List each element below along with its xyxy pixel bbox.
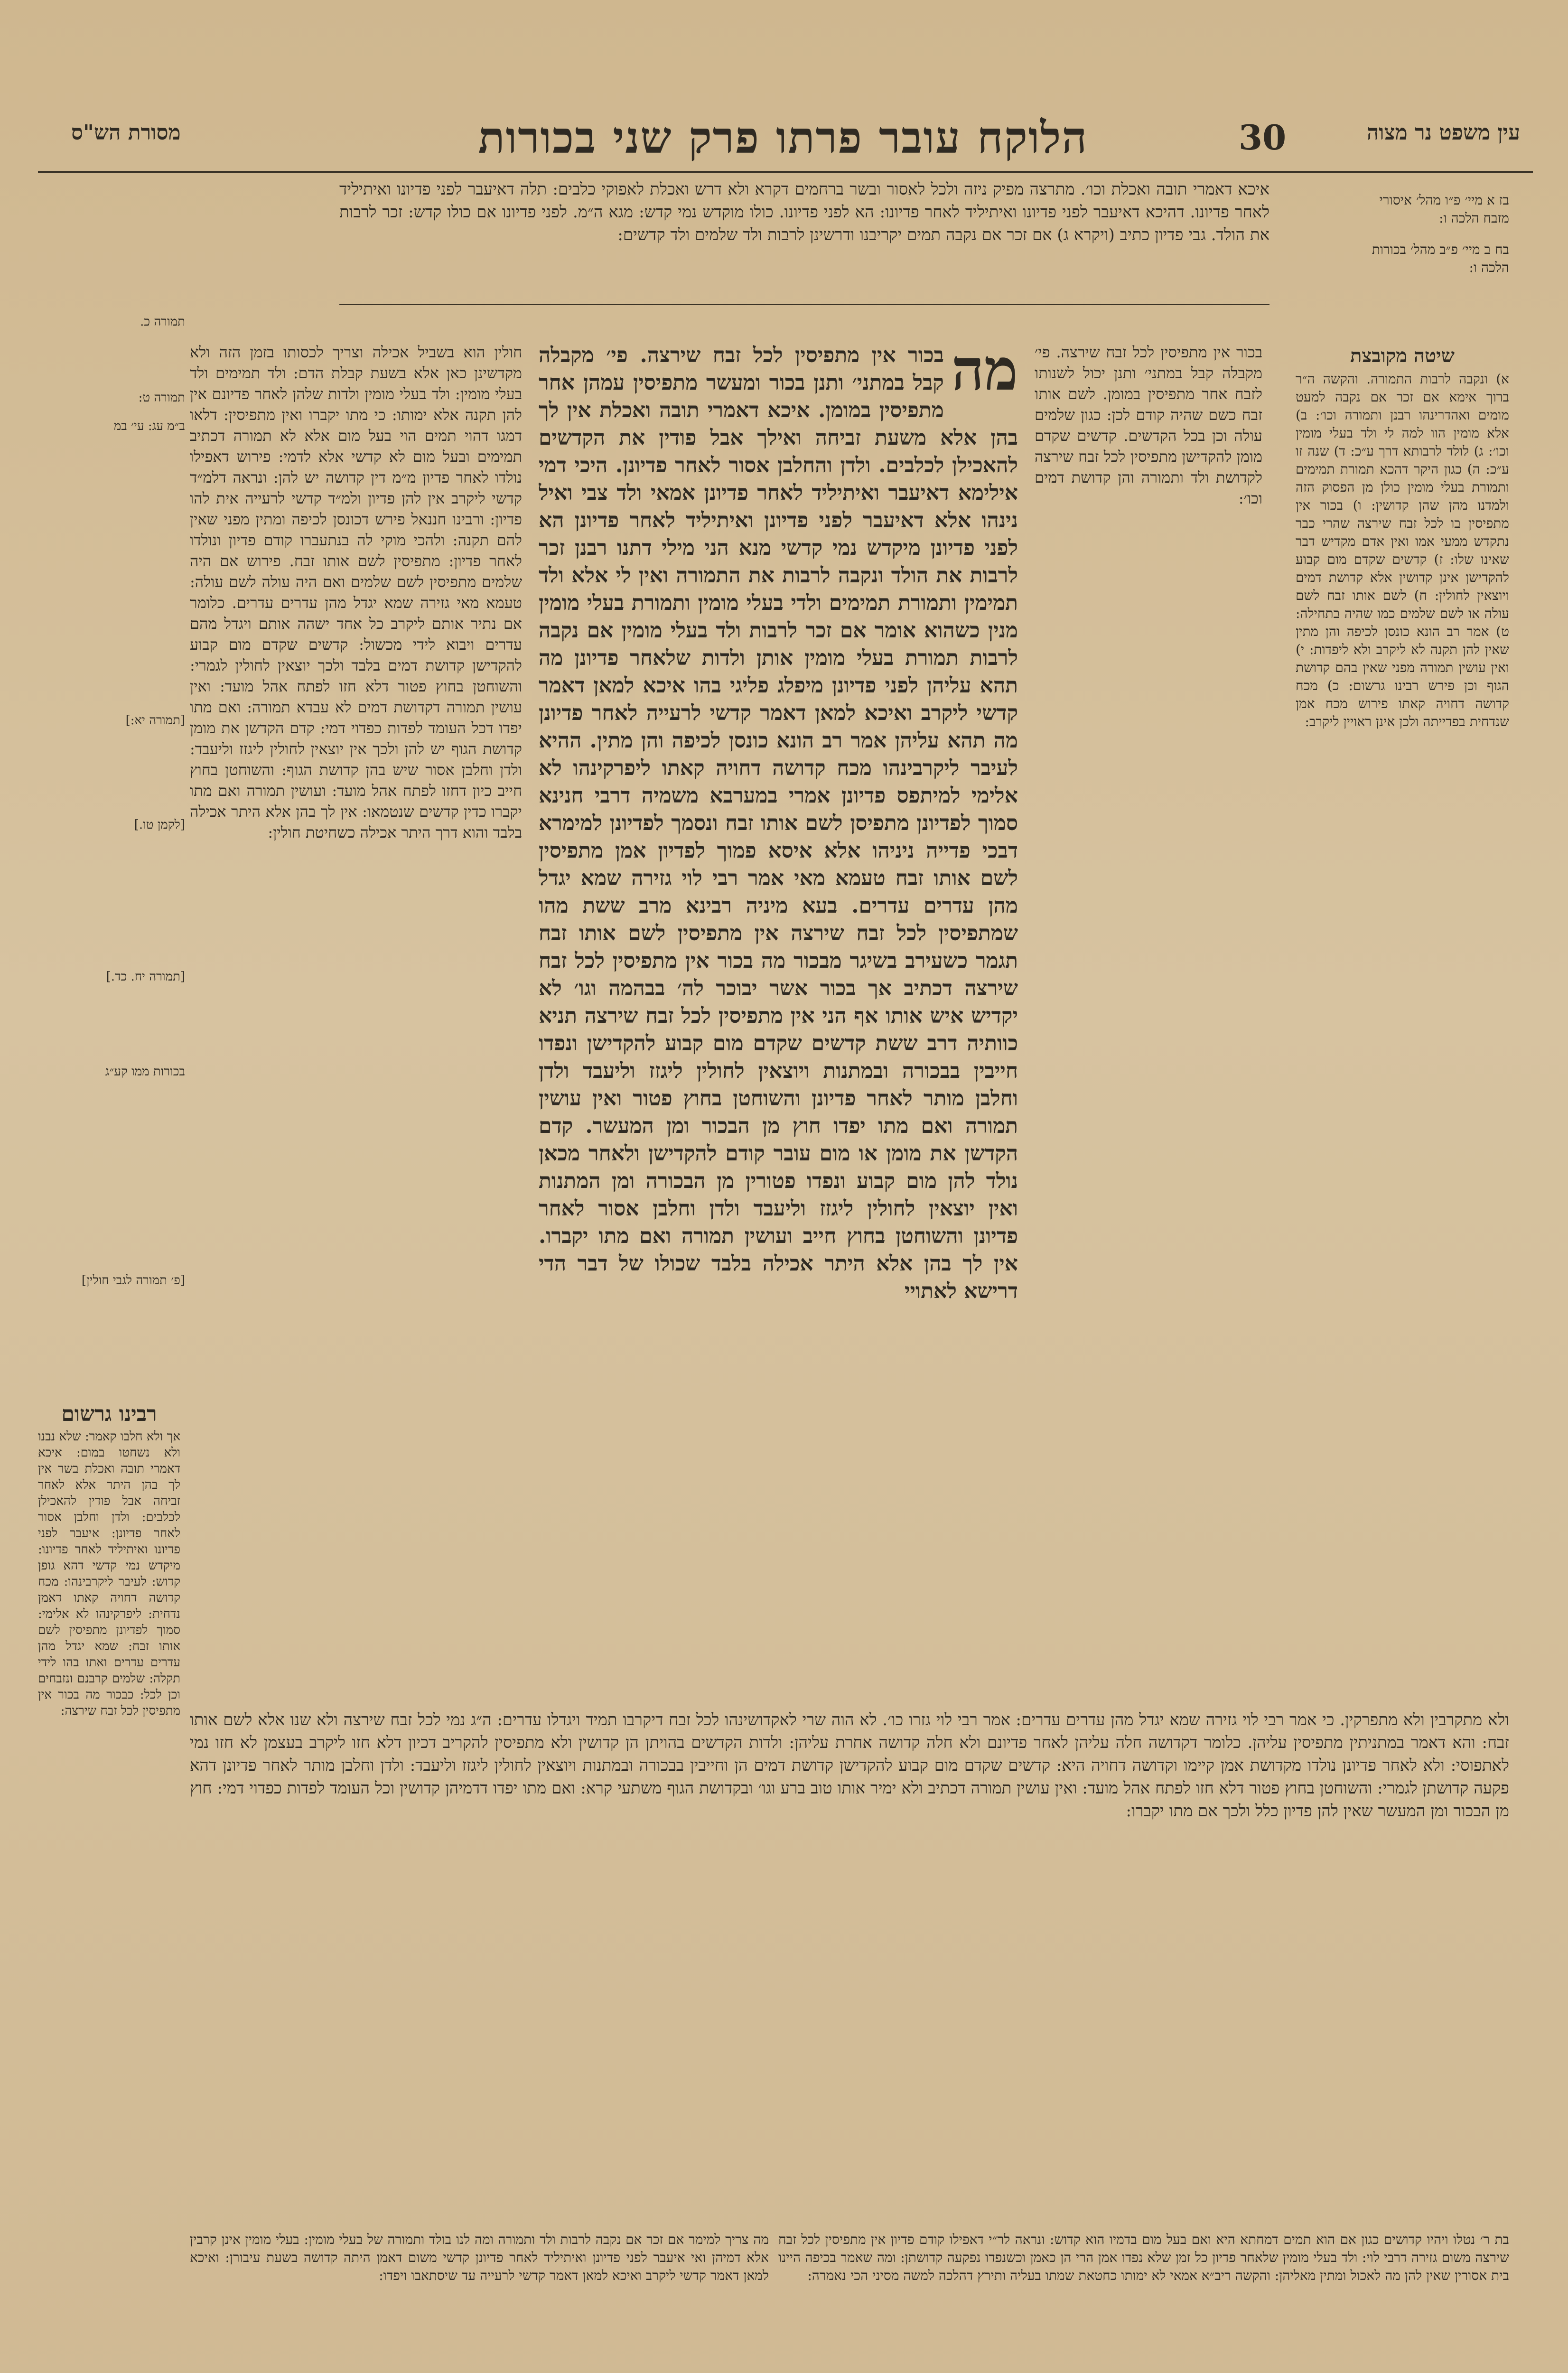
shita-title: שיטה מקובצת: [1350, 345, 1455, 367]
lower-commentary-right: [778, 2231, 1509, 2373]
wide-commentary-text: ולא מתקרבין ולא מתפרקין. כי אמר רבי לוי גזירה שמא יגדל מהן עדרים עדרים: אמר רבי לוי גזרו כו׳. לא הוה שרי לאקדושינהו לכל זבח דיקרבו תמיד ויגדלו עדרים: ה״ג נמי לכל זבח שירצה ולא שנו אלא לשם אותו זבח: והא דאמר במתניתין מתפיסין עליהן. כלומר דקדושה חלה עליהן לאחר פדיונם ולא חלה קדושה אחרת עליהן: ולדות הקדשים בהויתן הן קדושין ולא מתפיסין להקריב דכיון דלא חזו ליקרב בעצמן לא חזו נמי לאתפוסי: ולא לאחר פדיונן נולדו מקדושת אמן קיימו וקדושה דחויה היא: קדשים שקדם מום קבוע להקדישן קדושת דמים הן וחייבין בבכורה ובמתנות ויוצאין לחולין ליגזז וליעבד: ולדן וחלבן מותר לאחר פדיונן דהא פקעה קדושתן לגמרי: והשוחטן בחוץ פטור דלא חזו לפתח אהל מועד: ואין עושין תמורה דכתיב ולא ימיר אותו טוב ברע וגו׳ ובקדושת הגוף משתעי קרא: ואם מתו יפדו דדמיהן קדושין וכל העומד לפדות כפדוי דמי: חוץ מן הבכור ומן המעשר שאין להן פדיון כלל ולכך אם מתו יקברו:: [190, 1710, 1509, 1821]
ein-mishpat-column: [1357, 178, 1509, 320]
margin-ref: [פ׳ תמורה לגבי חולין]: [81, 1273, 185, 1288]
lower-right-text: בת ר׳ נטלו ויהיו קדושים כגון אם הוא תמים דמחתא היא ואם בעל מום בדמיו הוא קדוש: ונראה לר״י דאפילו קודם פדיון אין מתפיסין לכל זבח שירצה משום גזירה דרבי לוי: ולד בעלי מומין שלאחר פדיון כל זמן שלא נפדו אמן הרי הן כאמן וכשנפדו נפקעה קדושתן: ומה שאמר בכיפה היינו בית אסורין שאין להן מה לאכול ומתין מאליהן: והקשה ריב״א אמאי לא ימותו כחטאת שמתו בעליה ותירץ דהלכה למשה מסיני הכי נאמרה:: [778, 2232, 1509, 2283]
margin-ref: תמורה כ.: [140, 315, 185, 329]
top-rule: [339, 304, 1269, 305]
masoret-hashas-label: מסורת הש"ס: [71, 121, 181, 145]
margin-ref: [לקמן טו.]: [134, 818, 185, 832]
header-rule: [38, 171, 1533, 173]
tosafot-text: חולין הוא בשביל אכילה וצריך לכסותו בזמן הזה ולא מקדשינן כאן אלא בשעת קבלת הדם: ולד תמימים ולד בעלי מומין: ולד בעלי מומין ולדות שלהן לאחר פדיונם אין להן תקנה אלא ימותו: כי מתו יקברו ואין מתפיסין: דלאו דמגו דהוי תמים הוי בעל מום אלא לא תמורה דכתיב תמימים ובעל מום לא קדשי אלא לדמי: פירוש דאפילו נולדו לאחר פדיון מ״מ דין קדושה יש להן: ונראה דלמ״ד קדשי ליקרב אין להן פדיון ולמ״ד קדשי לרעייה אית להו פדיון: ורבינו חננאל פירש דכונסן לכיפה ומתין מפני שאין להם תקנה: ולהכי מוקי לה בנתעברו קודם פדיון ונולדו לאחר פדיון: מתפיסין לשם אותו זבח. פירוש אם היה שלמים מתפיסין לשם שלמים ואם היה עולה לשם עולה: טעמא מאי גזירה שמא יגדל מהן עדרים עדרים. כלומר אם נתיר אותם ליקרב כל אחד ישהה אותם ויגדל מהם עדרים ויבוא לידי מכשול: קדשים שקדם מום קבוע להקדישן קדושת דמים בלבד ולכך יוצאין לחולין לגמרי: והשוחטן בחוץ פטור דלא חזו לפתח אהל מועד: ואין עושין תמורה דקדושת דמים לא עבדא תמורה: ואם מתו יפדו דכל העומד לפדות כפדוי דמי: קדם הקדשן את מומן קדושת הגוף יש להן ולכך אין יוצאין לחולין ליגזז וליעבד: ולדן וחלבן אסור שיש בהן קדושת הגוף: והשוחטן בחוץ חייב כיון דחזו לפתח אהל מועד: ועושין תמורה ואם מתו יקברו כדין קדשים שנטמאו: אין לך בהן אלא היתר אכילה בלבד והוא דרך היתר אכילה כשחיטת חולין:: [190, 343, 522, 841]
rabbenu-gershom: [38, 1400, 180, 2326]
ein-mishpat-label: עין משפט נר מצוה: [1367, 121, 1520, 145]
opening-word: מה: [951, 342, 1018, 403]
margin-ref: [תמורה יא:]: [125, 713, 185, 728]
gemara-block: [539, 342, 1018, 1694]
ein-mishpat-entry: בז א מיי׳ פ״ו מהל׳ איסורי מזבח הלכה ו:: [1379, 192, 1509, 226]
wide-commentary: [190, 1709, 1509, 2231]
gershom-title: רבינו גרשום: [61, 1402, 157, 1426]
shita-text: א) ונקבה לרבות התמורה. והקשה ה״ר ברוך אימא אם זכר אם נקבה למעט מומים ואהדרינהו רבנן ותמורה וכו׳: ב) אלא מומין הוו למה לי ולד בעלי מומין וכו׳: ג) לולד לרבותא דרך ע״כ: ד) שנה זו ע״כ: ה) כגון היקר דהכא תמורת תמימים ותמורת בעלי מומין כולן מן הפסוק הזה ולמדנו מהן שהן קדושין: ו) בכור אין מתפיסין בו לכל זבח שירצה שהרי כבר נתקדש ממעי אמו ואין אדם מקדיש דבר שאינו שלו: ז) קדשים שקדם מום קבוע להקדישן אינן קדושין אלא קדושת דמים ויוצאין לחולין: ח) לשם אותו זבח לשם עולה או לשם שלמים כמו שהיה בתחילה: ט) אמר רב הונא כונסן לכיפה והן מתין שאין להן תקנה לא ליקרב ולא ליפדות: י) ואין עושין תמורה מפני שאין בהם קדושת הגוף וכן פירש רבינו גרשום: כ) מכח קדושה דחויה קאתו פירוש מכח אמן שנדחית בפדייתה ולכן אינן ראויין ליקרב:: [1296, 371, 1509, 729]
ein-mishpat-entry: בח ב מיי׳ פ״ב מהל׳ בכורות הלכה ו:: [1372, 242, 1509, 275]
lower-left-text: מה צריך למימר אם זכר אם נקבה לרבות ולד ותמורה ומה לנו בולד ותמורה של בעלי מומין: בעלי מומין אינן קרבין אלא דמיהן ואי איעבר לפני פדיונן ואיתיליד לאחר פדיונן קדשי משום דאמן היתה קדושה בשעת עיבורן: ואיכא למאן דאמר קדשי ליקרב ואיכא למאן דאמר קדשי לרעייה עד שיסתאבו ויפדו:: [190, 2232, 769, 2283]
lower-commentary-left: [190, 2231, 769, 2373]
margin-ref: תמורה ט:: [138, 391, 185, 405]
margin-ref: ב״מ עג: עי׳ במ: [113, 419, 185, 433]
shita-mekubetzet: [1296, 342, 1509, 1813]
tosafot-commentary: [190, 342, 522, 1898]
gershom-text: אך ולא חלבו קאמר: שלא נבנו ולא נשחטו במום: איכא דאמרי תובה ואכלת בשר אין לך בהן היתר אלא לאחר זביחה אבל פודין להאכילן לכלבים: ולדן וחלבן אסור לאחר פדיונן: איעבר לפני פדיונו ואיתיליד לאחר פדיונו: מיקדש נמי קדשי דהא גופן קדוש: לעיבר ליקרבינהו: מכח קדושה דחויה קאתו דאמן נדחית: ליפרקינהו לא אלימי: סמוך לפדיונן מתפיסין לשם אותו זבח: שמא יגדל מהן עדרים עדרים ואתו בהו לידי תקלה: שלמים קרבנם ונזבחים וכן לכל: כבכור מה בכור אין מתפיסין לכל זבח שירצה:: [38, 1429, 180, 1718]
margin-ref: [תמורה יח. כד.]: [106, 970, 185, 984]
top-commentary: [339, 178, 1269, 297]
page-title: הלוקח עובר פרתו פרק שני בכורות: [478, 112, 1088, 163]
margin-references: [81, 304, 185, 1395]
top-commentary-text: איכא דאמרי תובה ואכלת וכו׳. מתרצה מפיק ניזה ולכל לאסור ובשר ברחמים דקרא ולא דרש ואכלת לאפוקי כלבים: תלה דאיעבר לפני פדיונו ואיתיליד לאחר פדיונו. דהיכא דאיעבר לפני פדיונו ואיתיליד לאחר פדיונו: הא לפני פדיונו. כולו מוקדש נמי קדש: מגא ה״מ. לפני פדיונו אם כולו קדש: זכר לרבות את הולד. גבי פדיון כתיב (ויקרא ג) אם זכר אם נקבה תמים יקריבנו ודרשינן לרבות ולד שלמים ולד קדשים:: [339, 180, 1269, 244]
rashi-text: בכור אין מתפיסין לכל זבח שירצה. פי׳ מקבלה קבל במתני׳ ותנן יכול לשנותו לזבח אחר מתפיסין במומן. לשם אותו זבח כשם שהיה קודם לכן: כגון שלמים עולה וכן בכל הקדשים. קדשים שקדם מומן להקדישן מתפיסין לכל זבח שירצה לקדושת ולד ותמורה והן קדושת דמים וכו׳:: [1035, 343, 1262, 507]
page-number: 30: [1239, 117, 1287, 158]
gemara-text: בכור אין מתפיסין לכל זבח שירצה. פי׳ מקבלה קבל במתני׳ ותנן בכור ומעשר מתפיסין עמהן אחר מתפיסין במומן. איכא דאמרי תובה ואכלת אין לך בהן אלא משעת זביחה ואילך אבל פודין את הקדשים להאכילן לכלבים. ולדן והחלבן אסור לאחר פדיונן. היכי דמי אילימא דאיעבר ואיתיליד לאחר פדיונן אמאי ולד צבי ואיל נינהו אלא דאיעבר לפני פדיונן ואיתיליד לאחר פדיונן הא לפני פדיונן מיקדש נמי קדשי מנא הני מילי דתנו רבנן זכר לרבות את הולד ונקבה לרבות את התמורה ואין לי אלא ולד תמימין ותמורת תמימים ולדי בעלי מומין ותמורת בעלי מומין מנין כשהוא אומר אם זכר לרבות ולד בעלי מומין אם נקבה לרבות תמורת בעלי מומין אותן ולדות שלאחר פדיונן מה תהא עליהן לפני פדיונן מיפלג פליגי בהו איכא למאן דאמר קדשי ליקרב ואיכא למאן דאמר קדשי לרעייה לאחר פדיונן מה תהא עליהן אמר רב הונא כונסן לכיפה והן מתין. ההיא לעיבר ליקרבינהו מכח קדושה דחויה קאתו ליפרקינהו לא אלימי למיתפס פדיונן אמרי במערבא משמיה דרבי חנינא סמוך לפדיונן מתפיסן לשם אותו זבח ונסמך לפדיונן למימרא דבכי פדייה ניניהו אלא איסא פמוך לפדיון אמן מתפיסין לשם אותו זבח טעמא מאי אמר רבי לוי גזירה שמא יגדל מהן עדרים עדרים. בעא מיניה רבינא מרב ששת מהו שמתפיסין לכל זבח שירצה אין מתפיסין לשם אותו זבח תגמר כשעירב בשיגר מבכור מה בכור אין מתפיסין לכל זבח שירצה דכתיב אך בכור אשר יבוכר לה׳ בבהמה וגו׳ לא יקדיש איש אותו אף הני אין מתפיסין לכל זבח שירצה תניא כוותיה דרב ששת קדשים שקדם מום קבוע להקדישן ונפדו חייבין בבכורה ובמתנות ויוצאין לחולין ליגזז וליעבד ולדן וחלבן מותר לאחר פדיונן והשוחטן בחוץ פטור ואין עושין תמורה ואם מתו יפדו חוץ מן הבכור ומן המעשר. קדם הקדשן את מומן או מום עובר קודם להקדישן ולאחר מכאן נולד להן מום קבוע ונפדו פטורין מן הבכורה ומן המתנות ואין יוצאין לחולין ליגזז וליעבד ולדן וחלבן אסור לאחר פדיונן והשוחטן בחוץ חייב ועושין תמורה ואם מתו יקברו. אין לך בהן אלא היתר אכילה בלבד שכולו של דבר הדי דרישא לאתויי: [539, 343, 1018, 1303]
margin-ref: בכורות ממו קע״ג: [105, 1065, 185, 1079]
page-header: [0, 109, 1568, 166]
rashi-commentary: [1035, 342, 1262, 698]
